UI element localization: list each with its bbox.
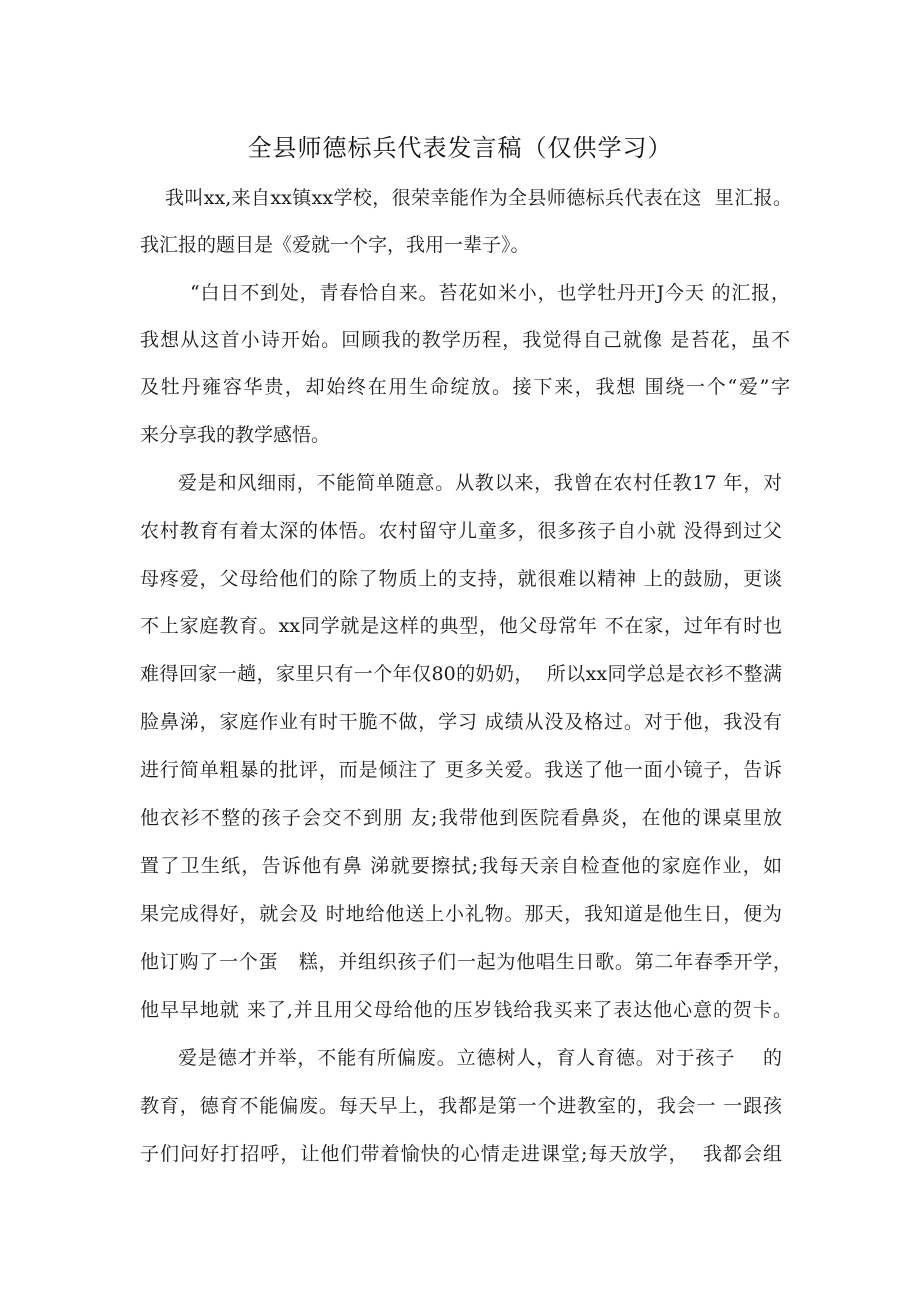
paragraph-line: 难得回家一趟，家里只有一个年仅80的奶奶， 所以xx同学总是衣衫不整满 [140, 663, 782, 685]
paragraph-line: 子们问好打招呼，让他们带着愉快的心情走进课堂;每天放学， 我都会组 [140, 1143, 782, 1165]
paragraph-line: 我汇报的题目是《爱就一个字，我用一辈子》。 [140, 234, 530, 256]
paragraph-line: 爱是和风细雨，不能简单随意。从教以来，我曾在农村任教17 年，对 [178, 472, 782, 494]
paragraph-line: 教育，德育不能偏废。每天早上，我都是第一个进教室的，我会一 一跟孩 [140, 1095, 782, 1117]
paragraph-line: 进行简单粗暴的批评，而是倾注了 更多关爱。我送了他一面小镜子，告诉 [140, 759, 782, 781]
paragraph-line: 他衣衫不整的孩子会交不到朋 友;我带他到医院看鼻炎，在他的课桌里放 [140, 807, 782, 829]
paragraph-line: 我想从这首小诗开始。回顾我的教学历程，我觉得自己就像 是苔花，虽不 [140, 329, 790, 351]
paragraph-line: “白日不到处，青春恰自来。苔花如米小，也学牡丹开J今天 的汇报， [190, 282, 790, 304]
paragraph-line: 置了卫生纸，告诉他有鼻 涕就要擦拭;我每天亲自检查他的家庭作业，如 [140, 855, 782, 877]
paragraph-line: 脸鼻涕，家庭作业有时干脆不做，学习 成绩从没及格过。对于他，我没有 [140, 711, 782, 733]
paragraph-line: 他订购了一个蛋 糕，并组织孩子们一起为他唱生日歌。第二年春季开学， [140, 951, 792, 973]
paragraph-line: 农村教育有着太深的体悟。农村留守儿童多，很多孩子自小就 没得到过父 [140, 520, 782, 542]
document-title: 全县师德标兵代表发言稿（仅供学习） [247, 134, 673, 162]
paragraph-line: 爱是德才并举，不能有所偏废。立德树人，育人育德。对于孩子 的 [178, 1047, 782, 1069]
paragraph-line: 及牡丹雍容华贵，却始终在用生命绽放。接下来，我想 围绕一个“爱”字 [140, 376, 790, 398]
paragraph-line: 不上家庭教育。xx同学就是这样的典型，他父母常年 不在家，过年有时也 [140, 615, 782, 637]
paragraph-line: 母疼爱，父母给他们的除了物质上的支持，就很难以精神 上的鼓励，更谈 [140, 568, 782, 590]
paragraph-line: 他早早地就 来了,并且用父母给他的压岁钱给我买来了表达他心意的贺卡。 [140, 999, 792, 1021]
paragraph-line: 来分享我的教学感悟。 [140, 424, 331, 446]
paragraph-line: 我叫xx,来自xx镇xx学校，很荣幸能作为全县师德标兵代表在这 里汇报。 [165, 187, 792, 209]
paragraph-line: 果完成得好，就会及 时地给他送上小礼物。那天，我知道是他生日，便为 [140, 903, 782, 925]
